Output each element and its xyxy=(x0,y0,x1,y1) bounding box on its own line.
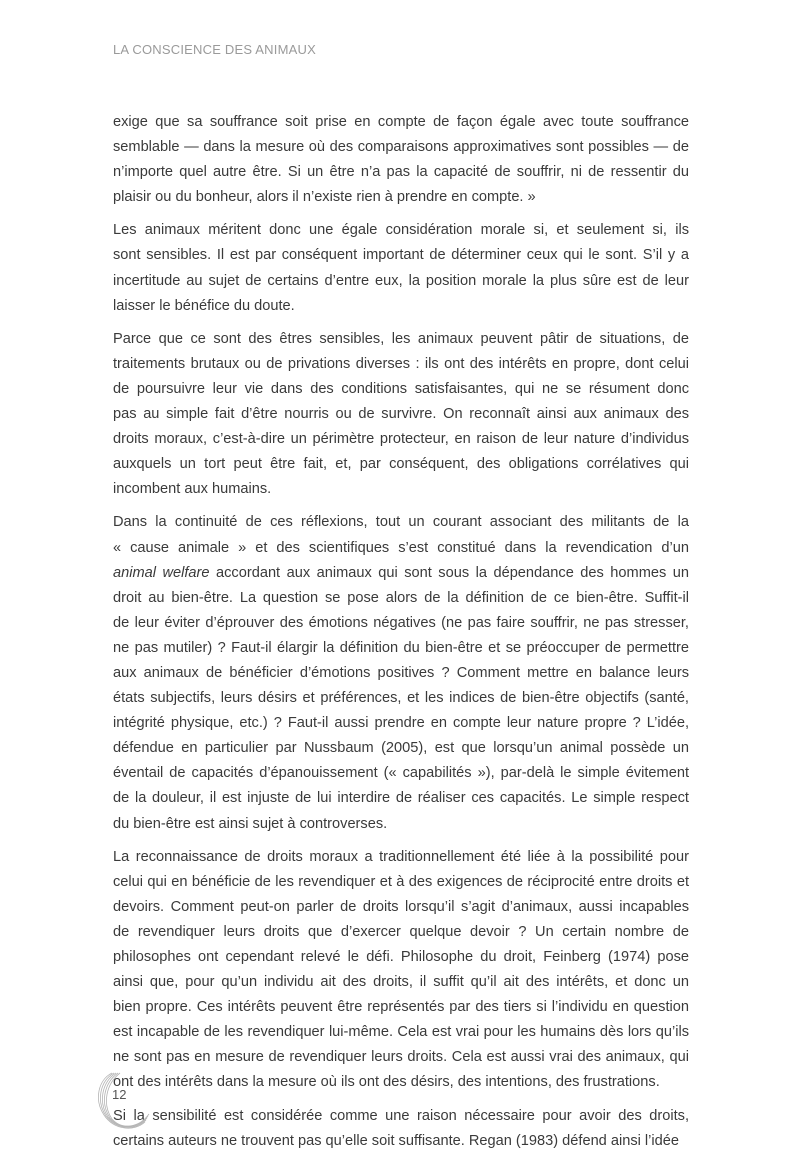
text-line: Dans la continuité de ces réflexions, tout un courant associant des militants de la xyxy=(113,514,689,531)
paragraph xyxy=(113,845,689,1096)
text-line: ne pas mutiler) ? Faut-il élargir la définition du bien-être et se préoccuper de permettre xyxy=(113,639,689,656)
text-line: aux animaux de bénéficier d’émotions positives ? Comment mettre en balance leurs xyxy=(113,664,689,681)
page-folio xyxy=(92,1070,162,1140)
text-line: « cause animale » et des scientifiques s’est constitué dans la revendication d’un xyxy=(113,539,689,556)
text-line: plaisir ou du bonheur, alors il n’existe rien à prendre en compte. » xyxy=(113,189,536,206)
text-line: droit au bien-être. La question se pose alors de la définition de ce bien-être. Suffit-il xyxy=(113,589,689,606)
text-line xyxy=(113,561,689,586)
paragraph xyxy=(113,1104,689,1154)
text-line: semblable — dans la mesure où des comparaisons approximatives sont possibles — de xyxy=(113,139,689,156)
text-line: du bien-être est ainsi sujet à controverses. xyxy=(113,815,388,832)
text-line: de la douleur, il est injuste de lui interdire de réaliser ces capacités. Le simple respect xyxy=(113,790,689,807)
text-line: devoirs. Comment peut-on parler de droits lorsqu’il s’agit d’animaux, aussi incapables xyxy=(113,898,689,915)
paragraph xyxy=(113,327,689,503)
text-line: sont sensibles. Il est par conséquent important de déterminer ceux qui le sont. S’il y a xyxy=(113,247,689,264)
text-line: défendue en particulier par Nussbaum (2005), est que lorsqu’un animal possède un xyxy=(113,740,689,757)
paragraph xyxy=(113,510,689,836)
folio-arcs-icon xyxy=(92,1070,162,1140)
text-line: de poursuivre leur vie dans des conditions satisfaisantes, qui ne se résument donc xyxy=(113,380,689,397)
text-line: pas au simple fait d’être nourris ou de survivre. On reconnaît ainsi aux animaux des xyxy=(113,406,689,423)
text-line: Si la sensibilité est considérée comme une raison nécessaire pour avoir des droits, xyxy=(113,1107,689,1124)
text-line: ainsi que, pour qu’un individu ait des droits, il suffit qu’il ait des intérêts, et donc un xyxy=(113,974,689,991)
text-segment: accordant aux animaux qui sont sous la dépendance des hommes un xyxy=(209,564,689,581)
paragraph xyxy=(113,218,689,318)
text-line: états subjectifs, leurs désirs et préférences, et les indices de bien-être objectifs (santé, xyxy=(113,690,689,707)
text-line: éventail de capacités d’épanouissement (« capabilités »), par-delà le simple évitement xyxy=(113,765,689,782)
italic-term: animal welfare xyxy=(113,564,210,581)
text-line: auxquels un tort peut être fait, et, par conséquent, des obligations corrélatives qui xyxy=(113,456,689,473)
running-head: LA CONSCIENCE DES ANIMAUX xyxy=(113,42,316,57)
text-line: celui qui en bénéficie de les revendiquer et à des exigences de réciprocité entre droits et xyxy=(113,873,689,890)
text-line: de revendiquer leurs droits que d’exercer quelque devoir ? Un certain nombre de xyxy=(113,923,689,940)
text-line: exige que sa souffrance soit prise en compte de façon égale avec toute souffrance xyxy=(113,114,689,130)
text-line: est incapable de les revendiquer lui-même. Cela est vrai pour les humains dès lors qu’ils xyxy=(113,1024,689,1041)
text-line: philosophes ont cependant relevé le défi. Philosophe du droit, Feinberg (1974) pose xyxy=(113,949,689,965)
text-line: incombent aux humains. xyxy=(113,481,272,498)
page-number: 12 xyxy=(112,1087,127,1102)
text-line: Les animaux méritent donc une égale considération morale si, et seulement si, ils xyxy=(113,222,689,239)
text-line: ne sont pas en mesure de revendiquer leurs droits. Cela est aussi vrai des animaux, qui xyxy=(113,1049,689,1066)
text-line: traitements brutaux ou de privations diverses : ils ont des intérêts en propre, dont celui xyxy=(113,355,689,372)
text-line: de leur éviter d’éprouver des émotions négatives (ne pas faire souffrir, ne pas stresser, xyxy=(113,614,689,631)
text-line: Parce que ce sont des êtres sensibles, les animaux peuvent pâtir de situations, de xyxy=(113,330,689,347)
text-line: ont des intérêts dans la mesure où ils ont des désirs, des intentions, des frustrations. xyxy=(113,1074,660,1091)
text-line: intégrité physique, etc.) ? Faut-il aussi prendre en compte leur nature propre ? L’idée, xyxy=(113,715,689,732)
text-line: incertitude au sujet de certains d’entre eux, la position morale la plus sûre est de leur xyxy=(113,272,689,289)
body-text xyxy=(113,110,689,1162)
text-line: certains auteurs ne trouvent pas qu’elle soit suffisante. Regan (1983) défend ainsi l’idée xyxy=(113,1132,679,1149)
text-line: bien propre. Ces intérêts peuvent être représentés par des tiers si l’individu en question xyxy=(113,999,689,1016)
text-line: n’importe quel autre être. Si un être n’a pas la capacité de souffrir, ni de ressentir du xyxy=(113,164,689,181)
text-line: laisser le bénéfice du doute. xyxy=(113,297,295,314)
text-line: La reconnaissance de droits moraux a traditionnellement été liée à la possibilité pour xyxy=(113,848,689,865)
text-line: droits moraux, c’est-à-dire un périmètre protecteur, en raison de leur nature d’individus xyxy=(113,431,689,448)
paragraph xyxy=(113,110,689,210)
